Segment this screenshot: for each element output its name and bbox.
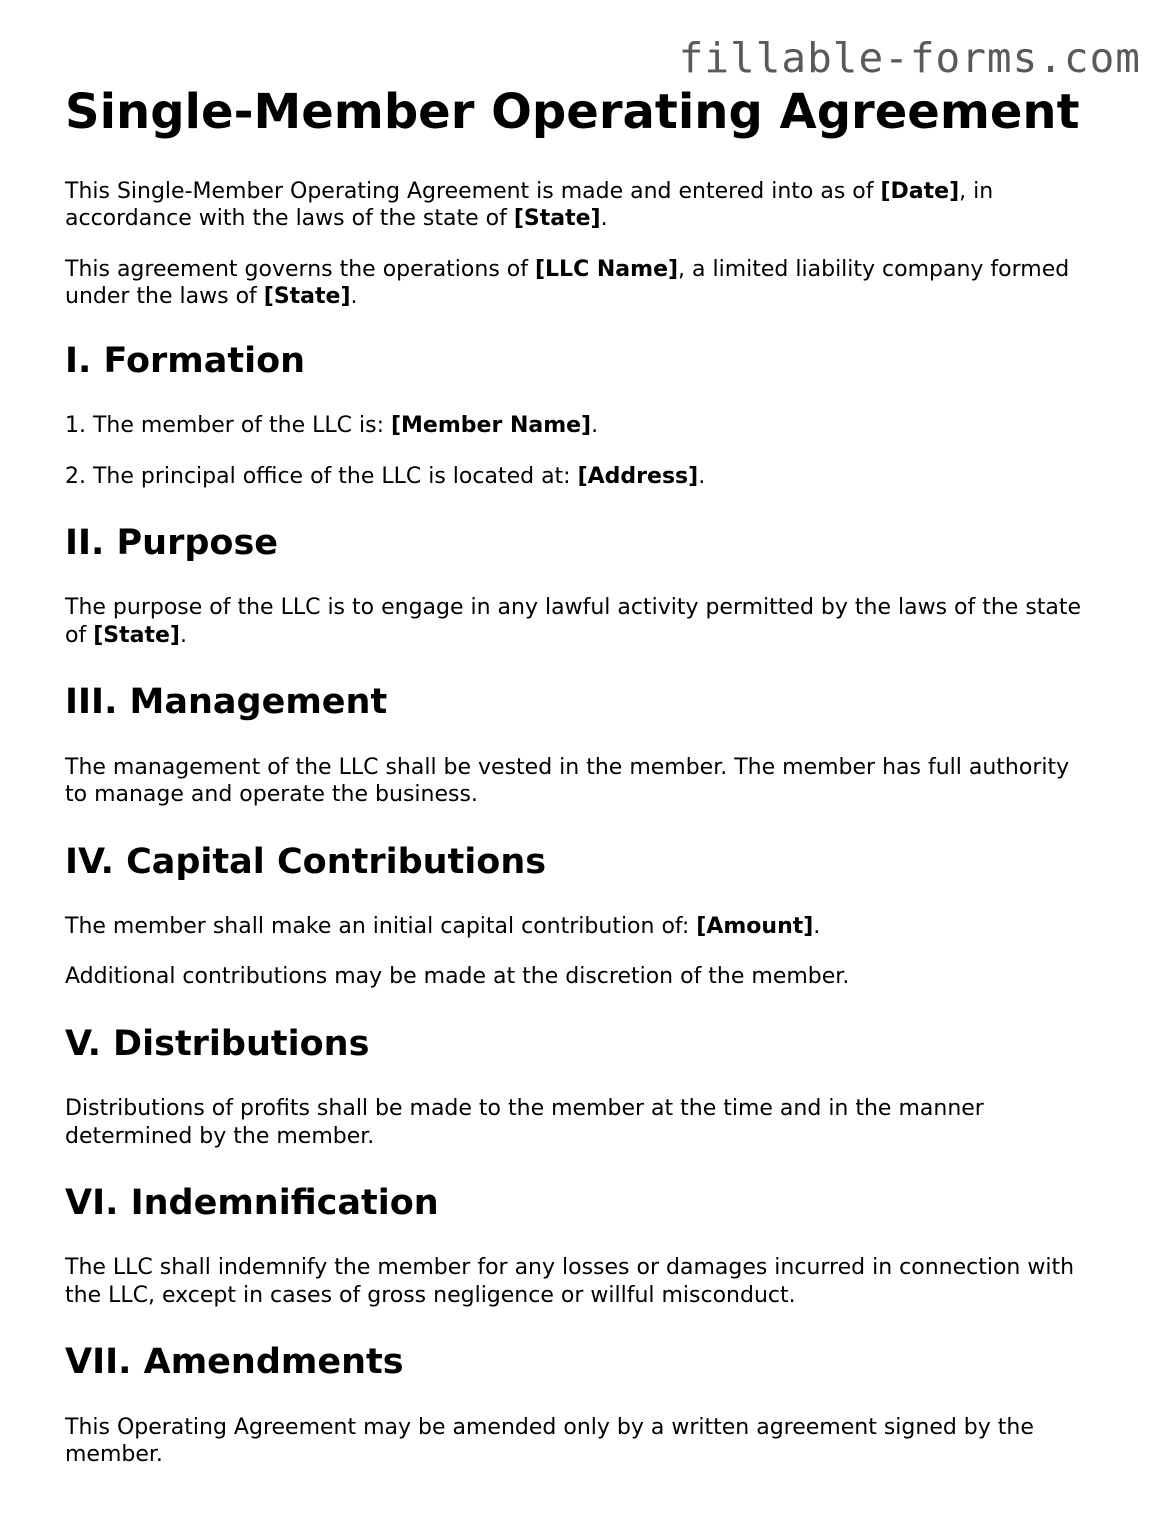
intro-paragraph-2	[65, 256, 1095, 311]
section-amendments	[65, 1342, 1095, 1468]
distributions-paragraph: Distributions of profits shall be made to the member at the time and in the manner determined by the member.	[65, 1096, 984, 1149]
capital-paragraph-2: Additional contributions may be made at the discretion of the member.	[65, 964, 850, 990]
member-name-placeholder: [Member Name]	[390, 413, 592, 439]
state-placeholder: [State]	[263, 284, 351, 310]
purpose-text: The purpose of the LLC is to engage in any lawful activity permitted by the laws of the state of	[65, 595, 1082, 648]
intro-p1-text-b: , in accordance with the laws of the state of	[65, 178, 994, 232]
state-placeholder: [State]	[513, 206, 601, 232]
intro-p1-text-c: .	[600, 206, 608, 232]
section-indemnification	[65, 1183, 1095, 1309]
document-title: Single-Member Operating Agreement	[65, 84, 1080, 140]
llc-name-placeholder: [LLC Name]	[534, 256, 679, 282]
document-body	[65, 86, 1095, 1492]
date-placeholder: [Date]	[880, 178, 960, 204]
section-heading-management: III. Management	[65, 682, 388, 723]
formation-item-2-text: 2. The principal office of the LLC is located at:	[65, 463, 578, 489]
section-heading-amendments: VII. Amendments	[65, 1342, 404, 1383]
intro-paragraph-1	[65, 178, 1095, 233]
amount-placeholder: [Amount]	[696, 913, 814, 939]
address-placeholder: [Address]	[577, 463, 699, 489]
formation-item-1	[65, 412, 1095, 440]
intro-p1-text-a: This Single-Member Operating Agreement is made and entered into as of	[65, 178, 881, 204]
formation-item-2-end: .	[698, 463, 706, 489]
section-heading-indemnification: VI. Indemnification	[65, 1183, 439, 1224]
intro-p2-text-b: , a limited liability company formed under the laws of	[65, 256, 1070, 310]
section-capital-contributions	[65, 842, 1095, 991]
purpose-paragraph	[65, 594, 1095, 649]
state-placeholder: [State]	[93, 622, 180, 648]
section-purpose	[65, 523, 1095, 649]
capital-paragraph-1	[65, 913, 1095, 941]
formation-item-2	[65, 463, 1095, 491]
section-heading-purpose: II. Purpose	[65, 523, 279, 564]
section-heading-capital-contributions: IV. Capital Contributions	[65, 841, 547, 882]
capital-end: .	[813, 913, 821, 939]
section-heading-formation: I. Formation	[65, 340, 306, 381]
purpose-end: .	[179, 622, 187, 648]
formation-item-1-end: .	[591, 413, 599, 439]
management-paragraph: The management of the LLC shall be vested in the member. The member has full authority to manage and operate the business.	[65, 754, 1070, 808]
intro-p2-text-c: .	[350, 284, 358, 310]
section-distributions	[65, 1024, 1095, 1150]
section-formation	[65, 341, 1095, 490]
capital-text: The member shall make an initial capital contribution of:	[65, 913, 697, 939]
section-heading-distributions: V. Distributions	[65, 1023, 370, 1064]
section-management	[65, 682, 1095, 808]
indemnification-paragraph: The LLC shall indemnify the member for any losses or damages incurred in connection with the LLC, except in cases of gross negligence or willful misconduct.	[65, 1255, 1075, 1308]
formation-item-1-text: 1. The member of the LLC is:	[65, 413, 391, 439]
watermark-text: fillable-forms.com	[678, 34, 1141, 82]
amendments-paragraph: This Operating Agreement may be amended only by a written agreement signed by the member.	[65, 1414, 1034, 1468]
intro-p2-text-a: This agreement governs the operations of	[65, 256, 535, 282]
